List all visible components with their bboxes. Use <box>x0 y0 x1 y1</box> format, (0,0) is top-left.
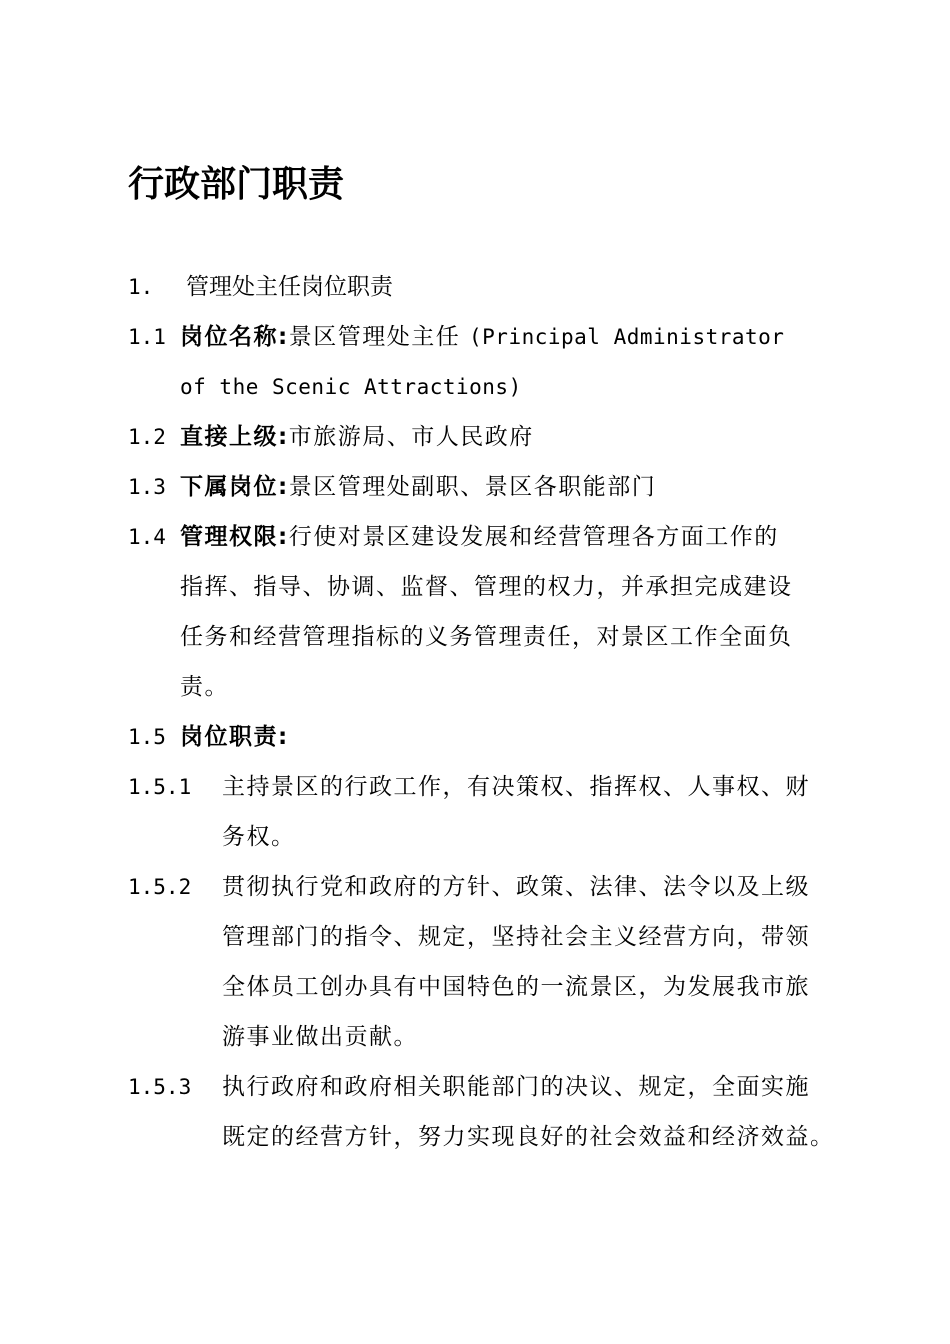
item-text: 市旅游局、市人民政府 <box>288 424 534 450</box>
item-number: 1.1 <box>128 325 166 349</box>
item-number: 1.3 <box>128 475 166 499</box>
duty-number: 1.5.2 <box>128 875 192 899</box>
item-line <box>180 322 784 352</box>
item-label: 岗位名称: <box>180 324 289 350</box>
duty-line: 既定的经营方针，努力实现良好的社会效益和经济效益。 <box>222 1124 835 1150</box>
page-title: 行政部门职责 <box>128 163 345 205</box>
section-title: 管理处主任岗位职责 <box>186 274 393 300</box>
duty-line: 执行政府和政府相关职能部门的决议、规定，全面实施 <box>222 1074 810 1100</box>
item-text: 景区管理处副职、景区各职能部门 <box>288 474 657 500</box>
item-label: 管理权限: <box>180 524 289 550</box>
item-line <box>180 472 656 502</box>
duty-line: 游事业做出贡献。 <box>222 1024 418 1050</box>
duty-line: 务权。 <box>222 824 296 850</box>
item-number: 1.5 <box>128 725 166 749</box>
item-line: 指挥、指导、协调、监督、管理的权力，并承担完成建设 <box>180 574 793 600</box>
duty-line: 贯彻执行党和政府的方针、政策、法律、法令以及上级 <box>222 874 810 900</box>
item-line: 责。 <box>180 674 229 700</box>
duty-number: 1.5.1 <box>128 775 192 799</box>
item-english-text: (Principal Administrator <box>469 325 785 349</box>
duty-number: 1.5.3 <box>128 1075 192 1099</box>
item-line: 任务和经营管理指标的义务管理责任，对景区工作全面负 <box>180 624 793 650</box>
duty-line: 主持景区的行政工作，有决策权、指挥权、人事权、财 <box>222 774 810 800</box>
section-number: 1. <box>128 275 154 299</box>
item-label: 岗位职责: <box>180 724 289 750</box>
item-label: 直接上级: <box>180 424 289 450</box>
duty-line: 全体员工创办具有中国特色的一流景区，为发展我市旅 <box>222 974 810 1000</box>
item-line <box>180 722 289 752</box>
item-text: 行使对景区建设发展和经营管理各方面工作的 <box>288 524 779 550</box>
item-number: 1.2 <box>128 425 166 449</box>
item-line <box>180 422 534 452</box>
item-line <box>180 522 779 552</box>
item-text: 景区管理处主任 <box>288 324 461 350</box>
duty-line: 管理部门的指令、规定，坚持社会主义经营方向，带领 <box>222 924 810 950</box>
item-number: 1.4 <box>128 525 166 549</box>
item-label: 下属岗位: <box>180 474 289 500</box>
item-line: of the Scenic Attractions) <box>180 375 522 399</box>
